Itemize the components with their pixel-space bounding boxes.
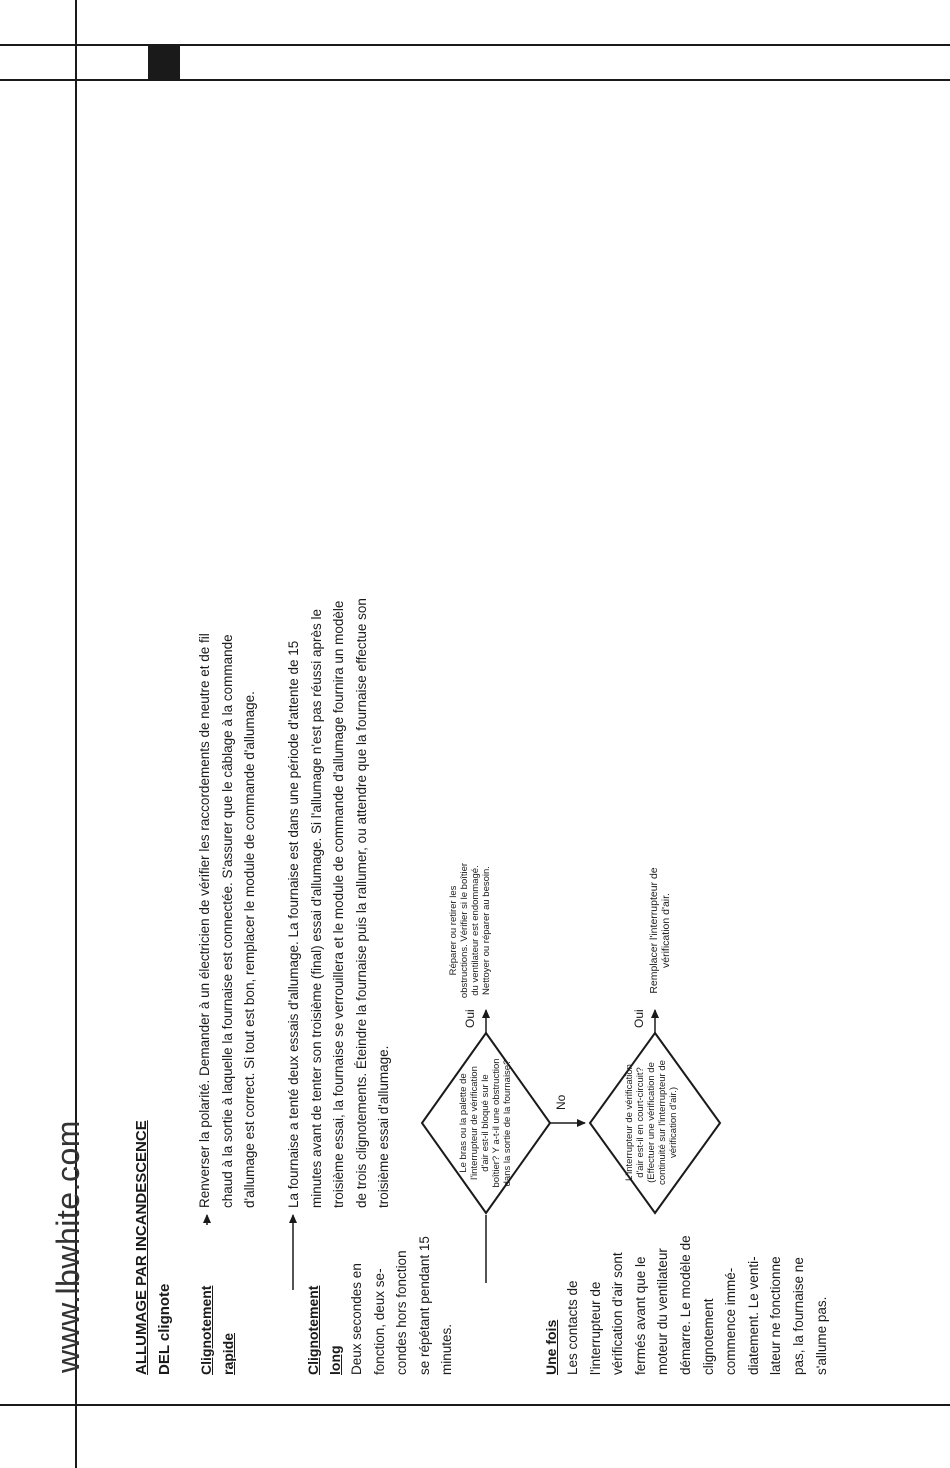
rapid-label-line1: Clignotement [198, 1285, 214, 1375]
long-text: La fournaise a tenté deux essais d'allumage. La fournaise est dans une période d'attente de 15 minutes avant de tenter son troisième (final) essai d'allumage. Si l'allumage n'est pas réussi après le troisième essai, la fournaise se verrouillera et le module de commande d'allumage fournira un modèle de trois clignotements. Éteindre la fournaise puis la rallumer, ou attendre que la fournaise effectue son troisième essai d'allumage. [286, 598, 392, 1208]
answer-1-text: Réparer ou retirer les obstructions. Vérifier si le boîtier du ventilateur est endommagé. Nettoyer ou réparer au besoin. [448, 862, 492, 999]
question-2-text: L'interrupteur de vérification d'air est-il en court-circuit? (Effectuer une vérification de continuité sur l'interrupteur de vérification d'air.) [624, 1060, 679, 1185]
rapid-text: Renverser la polarité. Demander à un électricien de vérifier les raccordements de neutre et de fil chaud à la sortie à laquelle la fournaise est connectée. S'assurer que le câblage à la commande d'allumage est correct. Si tout est bon, remplacer le module de commande d'allumage. [197, 633, 258, 1208]
long-description: Deux secondes en fonction, deux se-condes hors fonction se répétant pendant 15 minutes. [349, 1236, 455, 1375]
once-label: Une fois [543, 1319, 559, 1375]
website-url: www.lbwhite.com [50, 1120, 86, 1373]
q2-yes-label: Oui [632, 1009, 646, 1028]
answer-2-text: Remplacer l'interrupteur de vérification d'air. [648, 867, 672, 994]
q1-yes-label: Oui [463, 1009, 477, 1028]
section-subtitle: DEL clignote [156, 1283, 173, 1375]
q1-no-label: No [554, 1094, 568, 1110]
section-title: ALLUMAGE PAR INCANDESCENCE [133, 1120, 150, 1375]
long-label-line2: long [327, 1345, 343, 1375]
long-label-line1: Clignotement [305, 1285, 321, 1375]
question-1-text: Le bras ou la palette de l'interrupteur de vérification d'air est-il bloqué sur le boîtier? Y a-t-il une obstruction dans la sortie de la fournaise? [458, 1058, 513, 1188]
rapid-label-line2: rapide [220, 1332, 236, 1375]
once-description: Les contacts de l'interrupteur de vérification d'air sont fermés avant que le moteur du ventilateur démarre. Le modèle de clignotement commence immé-diatement. Le venti-lateur ne fonctionne pas, la fournaise ne s'allume pas. [565, 1235, 829, 1375]
